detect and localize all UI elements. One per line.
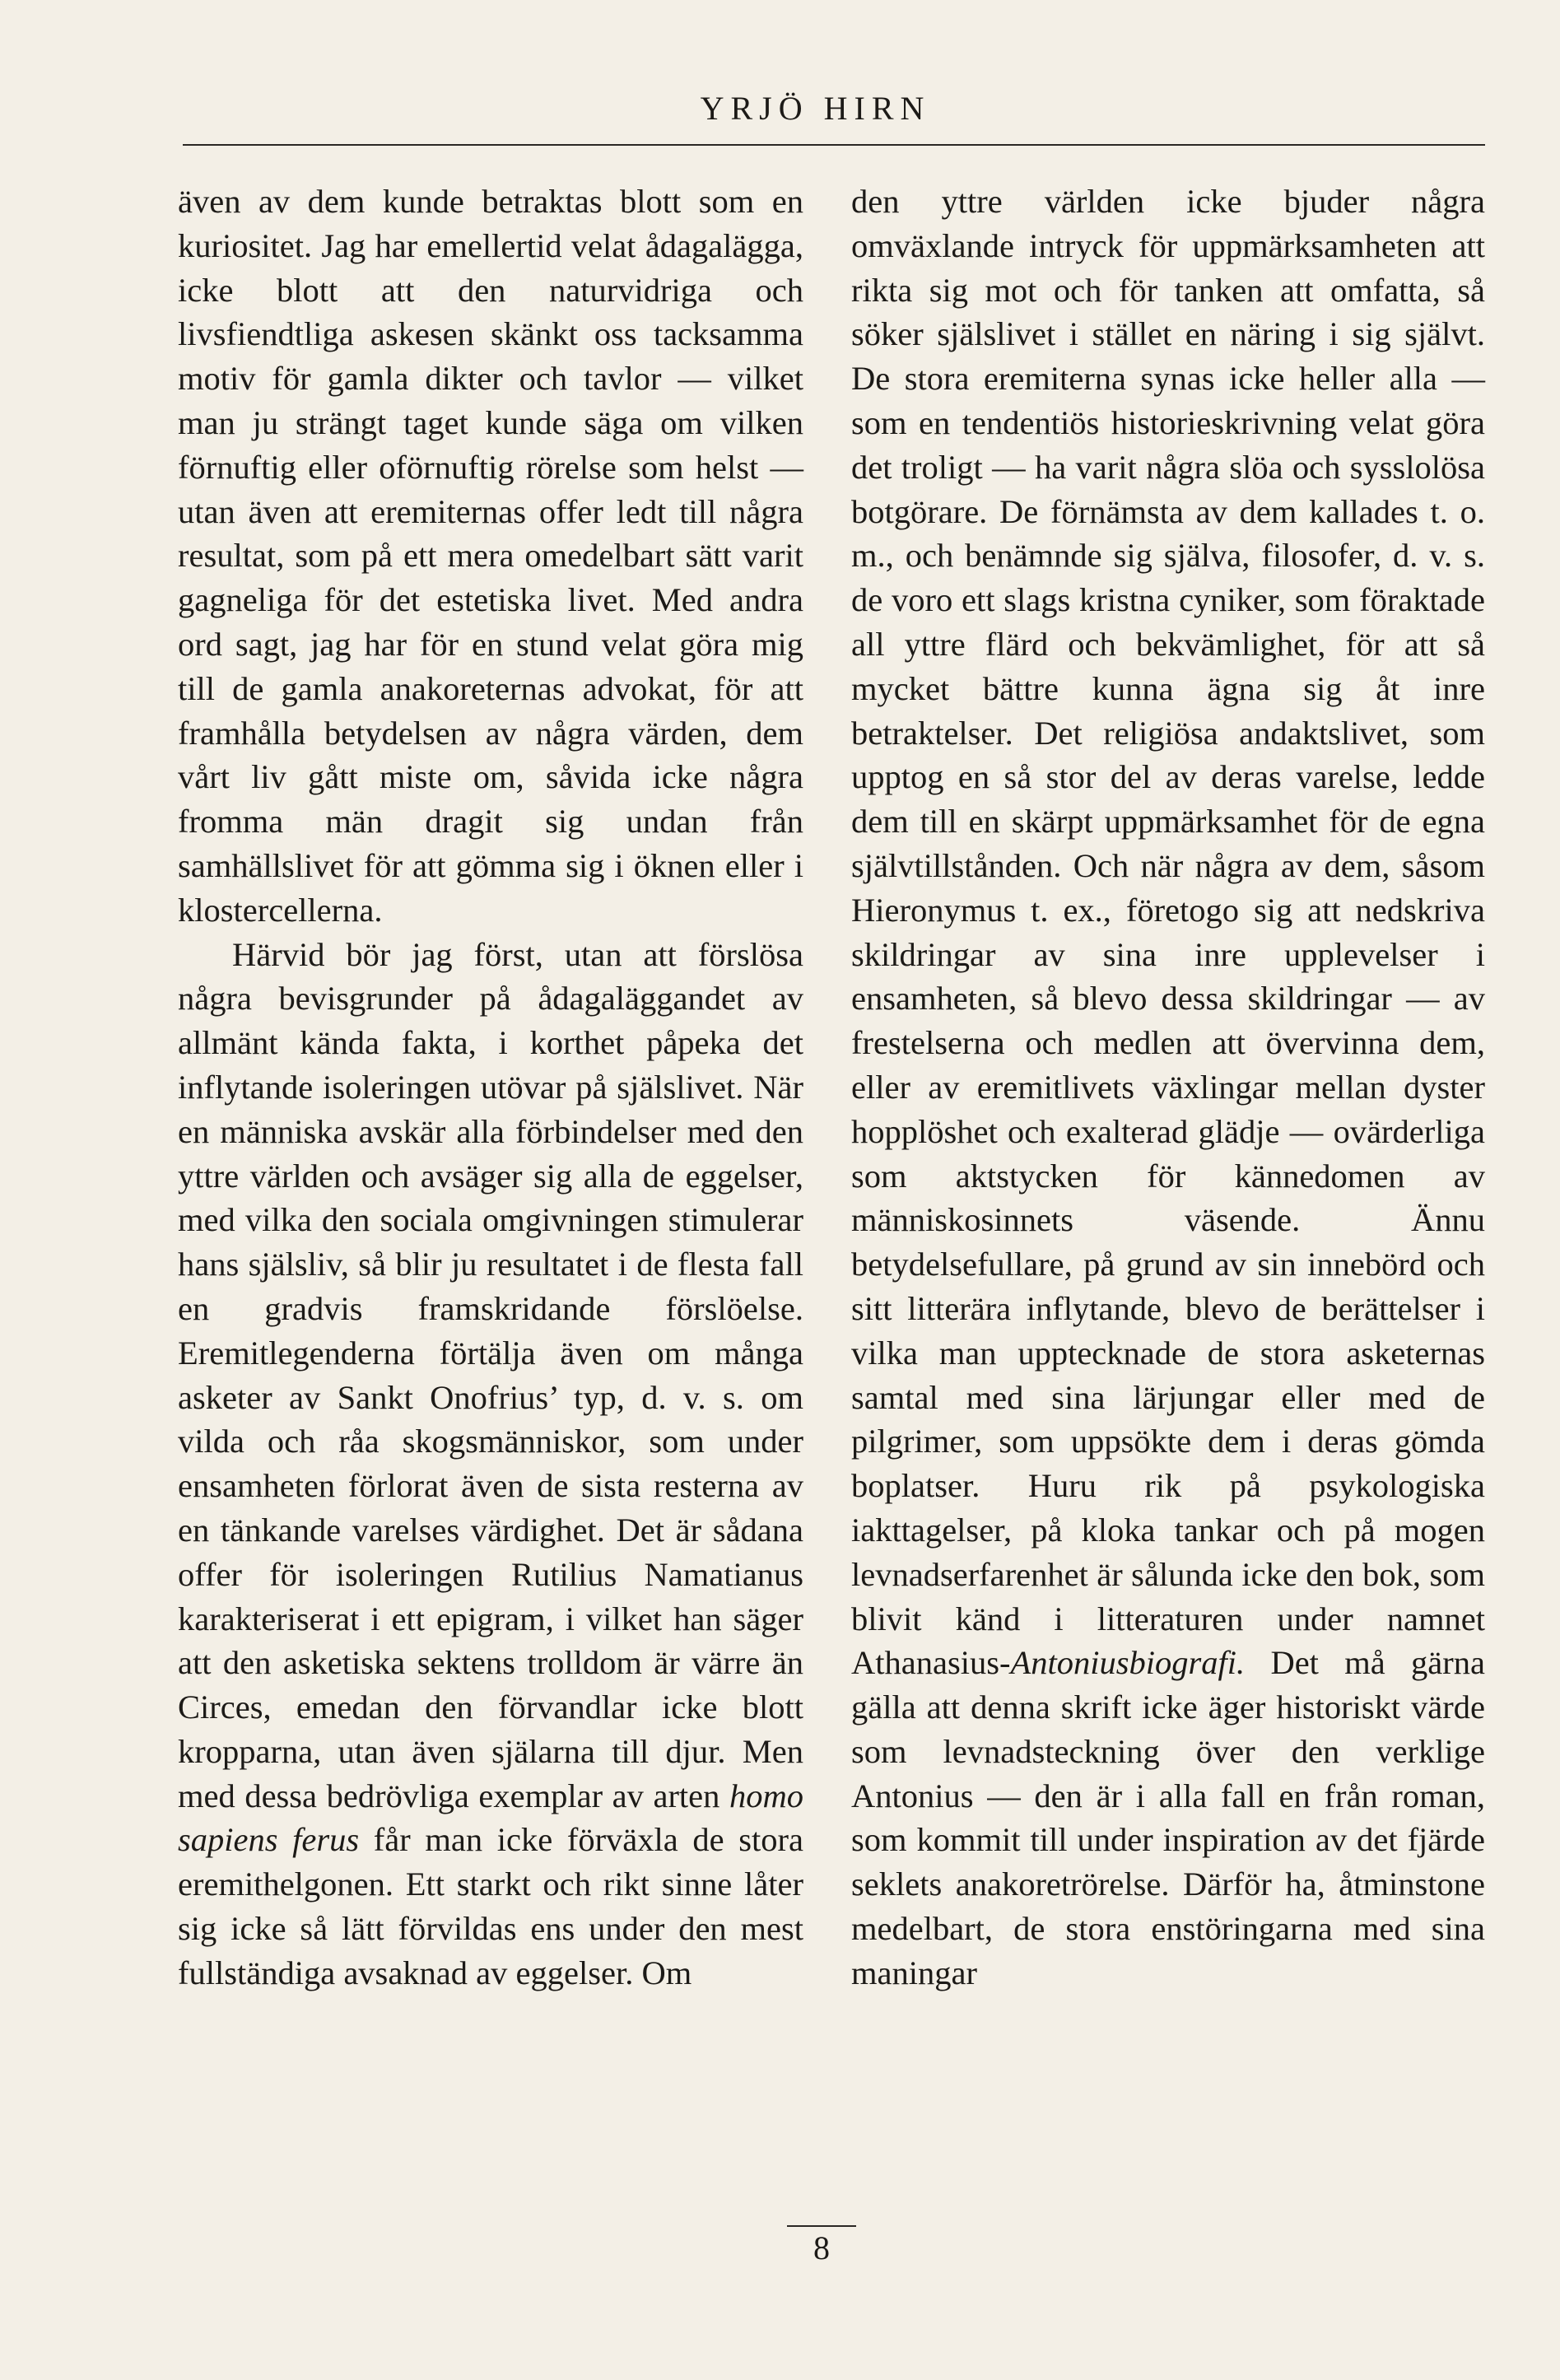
paragraph-text: även av dem kunde betraktas blott som en kuriositet. Jag har emellertid velat ådagalägga, icke blott att den naturvidriga och livsfiendtliga askesen skänkt oss tacksamma motiv för gamla dikter och tavlor — vilket man ju strängt taget kunde säga om vilken förnuftig eller oförnuftig rörelse som helst — utan även att eremiternas offer ledt till några resultat, som på ett mera omedelbart sätt varit gagneliga för det estetiska livet. Med andra ord sagt, jag har för en stund velat göra mig till de gamla anakoreternas advokat, för att framhålla betydelsen av några värden, dem vårt liv gått miste om, såvida icke några fromma män dragit sig undan från samhällslivet för att gömma sig i öknen eller i klostercellerna. <box>178 183 803 929</box>
paragraph-text: den yttre världen icke bjuder några omväxlande intryck för uppmärksamheten att rikta sig mot och för tanken att omfatta, så söker själslivet i stället en näring i sig självt. De stora eremiterna synas icke heller alla — som en tendentiös historieskrivning velat göra det troligt — ha varit några slöa och sysslolösa botgörare. De förnämsta av dem kallades t. o. m., och benämnde sig själva, filosofer, d. v. s. de voro ett slags kristna cyniker, som föraktade all yttre flärd och bekvämlighet, för att så mycket bättre kunna ägna sig åt inre betraktelser. Det religiösa andaktslivet, som upptog en så stor del av deras varelse, ledde dem till en skärpt uppmärksamhet för de egna självtillstånden. Och när några av dem, såsom Hieronymus t. ex., företogo sig att nedskriva skildringar av sina inre upplevelser i ensamheten, så blevo dessa skildringar — av frestelserna och medlen att övervinna dem, eller av eremitlivets växlingar mellan dyster hopplöshet och exalterad glädje — ovärderliga som aktstycken för kännedomen av människosinnets väsende. Ännu betydelsefullare, på grund av sin innebörd och sitt litterära inflytande, blevo de berättelser i vilka man upptecknade de stora asketernas samtal med sina lärjungar eller med de pilgrimer, som uppsökte dem i deras gömda boplatser. Huru rik på psykologiska iakttagelser, på kloka tankar och på mogen levnadserfarenhet är sålunda icke den bok, som blivit känd i litteraturen under namnet Athanasius- <box>851 183 1485 1682</box>
paragraph-text: Det må gärna gälla att denna skrift icke äger historiskt värde som levnadsteckning över den verklige Antonius — den är i alla fall en från roman, som kommit till under inspiration av det fjärde seklets anakoretrörelse. Därför ha, åtminstone medelbart, de stora enstöringarna med sina maningar <box>851 1644 1485 1991</box>
paragraph-text: Härvid bör jag först, utan att förslösa några bevisgrunder på ådagaläggandet av allmänt kända fakta, i korthet påpeka det inflytande isoleringen utövar på själslivet. När en människa avskär alla förbindelser med den yttre världen och avsäger sig alla de eggelser, med vilka den sociala omgivningen stimulerar hans själsliv, så blir ju resultatet i de flesta fall en gradvis framskridande förslöelse. Eremitlegenderna förtälja även om många asketer av Sankt Onofrius’ typ, d. v. s. om vilda och råa skogsmänniskor, som under ensamheten förlorat även de sista resterna av en tänkande varelses värdighet. Det är sådana offer för isoleringen Rutilius Namatianus karakteriserat i ett epigram, i vilket han säger att den asketiska sektens trolldom är värre än Circes, emedan den förvandlar icke blott kropparna, utan även själarna till djur. Men med dessa bedrövliga exemplar av arten <box>178 935 803 1814</box>
italic-title: Antoniusbiografi. <box>1010 1644 1246 1682</box>
folio-rule <box>787 2225 856 2227</box>
paragraph <box>178 933 803 1996</box>
page-number: 8 <box>813 2229 830 2266</box>
left-column <box>178 179 803 1996</box>
running-title: YRJÖ HIRN <box>700 90 931 127</box>
italic-phrase: homo sapiens ferus <box>178 1777 803 1859</box>
header-rule <box>183 144 1485 146</box>
paragraph-text: får man icke förväxla de stora eremithelgonen. Ett starkt och rikt sinne låter sig icke så lätt förvildas ens under den mest fullständiga avsaknad av eggelser. Om <box>178 1821 803 1991</box>
running-head <box>0 89 1560 128</box>
paragraph <box>178 179 803 933</box>
paragraph <box>851 179 1485 1996</box>
right-column <box>851 179 1485 1996</box>
